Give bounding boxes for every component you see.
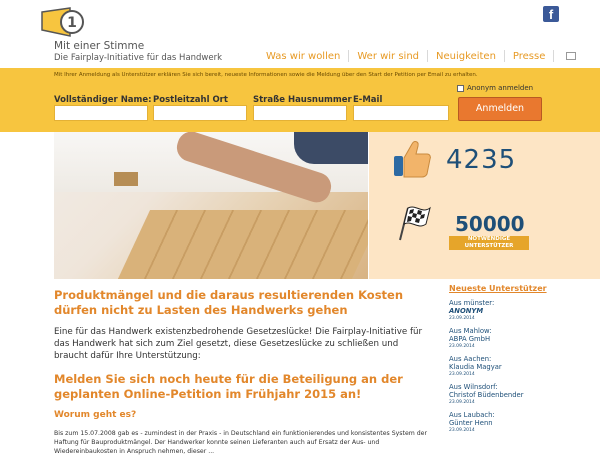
supporter-count: 4235	[446, 145, 517, 175]
supporter-name: ABPA GmbH	[449, 335, 491, 343]
nav-divider	[553, 50, 554, 62]
recent-supporters-title[interactable]: Neueste Unterstützer	[449, 284, 547, 293]
supporter-name: Klaudia Magyar	[449, 363, 502, 371]
nav-divider	[427, 50, 428, 62]
anonymous-label: Anonym anmelden	[467, 84, 534, 92]
body-text: Bis zum 15.07.2008 gab es - zumindest in der Praxis - in Deutschland ein funktionierendes und konsistentes System der Haftung für Bauproduktmängel. Der Handwerker konnte seinen Lieferanten auch auf Ersatz der Aus- und Wiedereinbaukosten in Anspruch nehmen, dieser ...	[54, 430, 428, 455]
email-field[interactable]	[353, 105, 449, 121]
supporter-date: 23.09.2014	[449, 400, 475, 405]
supporter-from: Aus münster:	[449, 299, 495, 307]
section-heading: Worum geht es?	[54, 410, 137, 420]
name-label: Vollständiger Name:	[54, 95, 152, 105]
facebook-icon[interactable]: f	[543, 6, 559, 22]
nav-neuigkeiten[interactable]: Neuigkeiten	[436, 50, 496, 62]
supporter-name: Christof Büdenbender	[449, 391, 524, 399]
nav-presse[interactable]: Presse	[512, 50, 546, 62]
supporter-from: Aus Wilnsdorf:	[449, 383, 498, 391]
checkered-flag-icon	[392, 202, 432, 242]
supporter-date: 23.09.2014	[449, 316, 475, 321]
form-info-text: Mit Ihrer Anmeldung als Unterstützer erklären Sie sich bereit, neueste Informationen sowie die Meldung über den Start der Petition per Email zu erhalten.	[54, 72, 478, 78]
megaphone-logo-icon[interactable]	[40, 6, 84, 40]
recent-supporters	[449, 284, 559, 433]
anonymous-option[interactable]	[457, 84, 533, 92]
nav-was-wir-wollen[interactable]: Was wir wollen	[266, 50, 341, 62]
street-label: Straße Hausnummer	[253, 95, 352, 105]
call-to-action: Melden Sie sich noch heute für die Beteiligung an der geplanten Online-Petition im Frühjahr 2015 an!	[54, 372, 403, 401]
supporter-from: Aus Aachen:	[449, 355, 492, 363]
svg-text:1: 1	[67, 15, 77, 31]
submit-button[interactable]: Anmelden	[458, 97, 542, 121]
name-field[interactable]	[54, 105, 148, 121]
thumbs-up-icon	[392, 138, 432, 180]
brand-subtitle: Die Fairplay-Initiative für das Handwerk	[54, 53, 223, 63]
email-label: E-Mail	[353, 95, 383, 105]
supporter-date: 23.09.2014	[449, 344, 475, 349]
street-field[interactable]	[253, 105, 347, 121]
intro-text: Eine für das Handwerk existenzbedrohende Gesetzeslücke! Die Fairplay-Initiative für das Handwerk hat sich zum Ziel gesetzt, diese Gesetzeslücke zu schließen und braucht dafür Ihre Unterstützung:	[54, 327, 423, 361]
page-headline: Produktmängel und die daraus resultierenden Kosten dürfen nicht zu Lasten des Handwerks gehen	[54, 288, 404, 317]
supporter-entry	[449, 299, 559, 321]
brand-title[interactable]: Mit einer Stimme	[54, 40, 145, 52]
goal-ribbon: NOTWENDIGE UNTERSTÜTZER	[449, 236, 529, 250]
supporter-date: 23.09.2014	[449, 372, 475, 377]
nav-divider	[504, 50, 505, 62]
site-header	[0, 0, 600, 68]
nav-divider	[348, 50, 349, 62]
anonymous-checkbox[interactable]	[457, 85, 464, 92]
supporter-entry	[449, 383, 559, 405]
craftsman-photo	[54, 132, 368, 279]
supporter-from: Aus Laubach:	[449, 411, 495, 419]
main-nav	[266, 50, 576, 62]
supporter-date: 23.09.2014	[449, 428, 475, 433]
print-icon[interactable]	[566, 52, 576, 60]
goal-count: 50000	[455, 212, 525, 236]
supporter-entry	[449, 327, 559, 349]
main-content	[54, 288, 434, 456]
signup-form	[0, 68, 600, 132]
supporter-entry	[449, 355, 559, 377]
supporter-entry	[449, 411, 559, 433]
supporter-from: Aus Mahlow:	[449, 327, 492, 335]
supporter-name: Günter Henn	[449, 419, 493, 427]
nav-wer-wir-sind[interactable]: Wer wir sind	[357, 50, 420, 62]
plz-label: Postleitzahl Ort	[153, 95, 228, 105]
supporter-name: ANONYM	[449, 307, 484, 315]
plz-field[interactable]	[153, 105, 247, 121]
